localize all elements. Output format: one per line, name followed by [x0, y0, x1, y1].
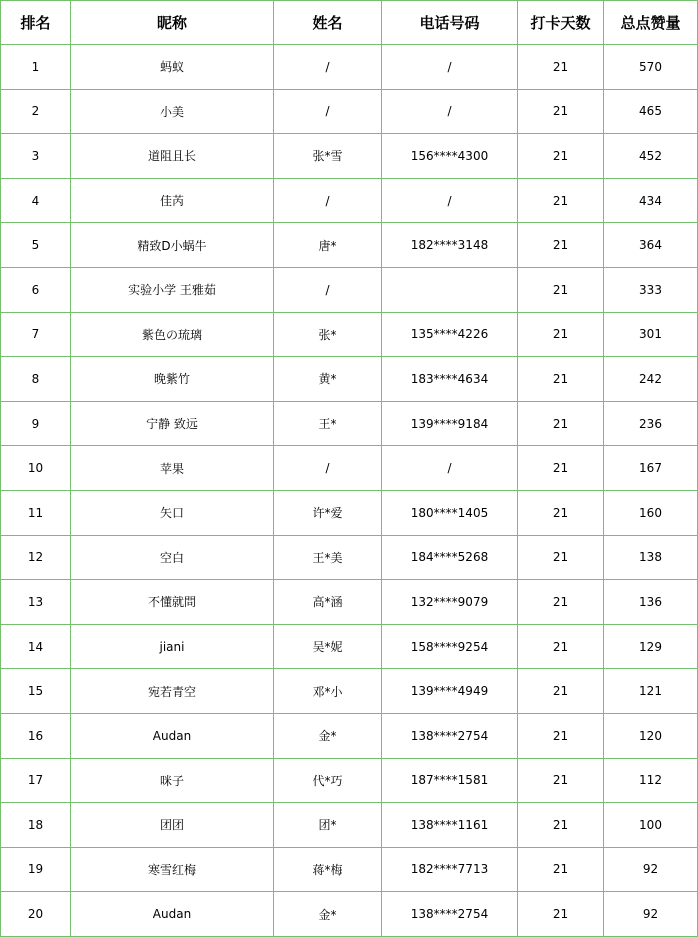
cell-likes: 301 — [604, 312, 698, 357]
cell-days: 21 — [518, 580, 604, 625]
cell-name: 团* — [274, 803, 382, 848]
header-name: 姓名 — [274, 1, 382, 45]
cell-likes: 100 — [604, 803, 698, 848]
cell-rank: 14 — [1, 624, 71, 669]
cell-name: 唐* — [274, 223, 382, 268]
table-row — [1, 713, 698, 758]
cell-name: 黄* — [274, 357, 382, 402]
cell-phone: 183****4634 — [382, 357, 518, 402]
cell-likes: 92 — [604, 892, 698, 937]
header-rank: 排名 — [1, 1, 71, 45]
cell-nickname: 寒雪红梅 — [71, 847, 274, 892]
cell-likes: 112 — [604, 758, 698, 803]
cell-rank: 15 — [1, 669, 71, 714]
table-row — [1, 624, 698, 669]
cell-rank: 7 — [1, 312, 71, 357]
table-row — [1, 490, 698, 535]
cell-phone: 156****4300 — [382, 134, 518, 179]
cell-rank: 19 — [1, 847, 71, 892]
cell-phone: / — [382, 446, 518, 491]
table-row — [1, 134, 698, 179]
cell-name: / — [274, 446, 382, 491]
cell-name: 吴*妮 — [274, 624, 382, 669]
cell-days: 21 — [518, 490, 604, 535]
table-row — [1, 446, 698, 491]
table-row — [1, 401, 698, 446]
cell-nickname: jiani — [71, 624, 274, 669]
cell-days: 21 — [518, 713, 604, 758]
table-row — [1, 178, 698, 223]
header-nickname: 昵称 — [71, 1, 274, 45]
cell-likes: 242 — [604, 357, 698, 402]
table-row — [1, 847, 698, 892]
cell-likes: 160 — [604, 490, 698, 535]
cell-rank: 20 — [1, 892, 71, 937]
cell-nickname: 蚂蚁 — [71, 45, 274, 90]
table-row — [1, 312, 698, 357]
table-row — [1, 669, 698, 714]
cell-nickname: 矢口 — [71, 490, 274, 535]
cell-phone: / — [382, 89, 518, 134]
cell-rank: 3 — [1, 134, 71, 179]
cell-phone: 132****9079 — [382, 580, 518, 625]
cell-likes: 138 — [604, 535, 698, 580]
cell-nickname: 晚紫竹 — [71, 357, 274, 402]
cell-phone: / — [382, 45, 518, 90]
cell-likes: 136 — [604, 580, 698, 625]
cell-nickname: 宁静 致远 — [71, 401, 274, 446]
cell-name: 王*美 — [274, 535, 382, 580]
cell-rank: 1 — [1, 45, 71, 90]
table-row — [1, 535, 698, 580]
cell-nickname: 不懂就問 — [71, 580, 274, 625]
cell-rank: 10 — [1, 446, 71, 491]
table-row — [1, 803, 698, 848]
cell-rank: 12 — [1, 535, 71, 580]
cell-phone: 138****1161 — [382, 803, 518, 848]
cell-nickname: 佳芮 — [71, 178, 274, 223]
cell-rank: 4 — [1, 178, 71, 223]
cell-days: 21 — [518, 758, 604, 803]
cell-rank: 9 — [1, 401, 71, 446]
cell-nickname: 紫色の琉璃 — [71, 312, 274, 357]
cell-days: 21 — [518, 178, 604, 223]
cell-phone: 182****3148 — [382, 223, 518, 268]
cell-nickname: 咪子 — [71, 758, 274, 803]
cell-rank: 13 — [1, 580, 71, 625]
cell-likes: 120 — [604, 713, 698, 758]
cell-rank: 17 — [1, 758, 71, 803]
cell-days: 21 — [518, 357, 604, 402]
table-row — [1, 357, 698, 402]
cell-days: 21 — [518, 401, 604, 446]
cell-likes: 333 — [604, 267, 698, 312]
cell-phone: 187****1581 — [382, 758, 518, 803]
header-likes: 总点赞量 — [604, 1, 698, 45]
cell-phone: / — [382, 178, 518, 223]
cell-likes: 434 — [604, 178, 698, 223]
cell-rank: 16 — [1, 713, 71, 758]
cell-name: 金* — [274, 713, 382, 758]
cell-nickname: 道阻且长 — [71, 134, 274, 179]
cell-rank: 11 — [1, 490, 71, 535]
cell-likes: 129 — [604, 624, 698, 669]
cell-name: 王* — [274, 401, 382, 446]
cell-name: 代*巧 — [274, 758, 382, 803]
cell-phone: 184****5268 — [382, 535, 518, 580]
cell-days: 21 — [518, 847, 604, 892]
cell-days: 21 — [518, 892, 604, 937]
cell-days: 21 — [518, 267, 604, 312]
cell-nickname: 精致D小蜗牛 — [71, 223, 274, 268]
cell-rank: 5 — [1, 223, 71, 268]
cell-name: 邓*小 — [274, 669, 382, 714]
cell-days: 21 — [518, 669, 604, 714]
cell-phone: 139****9184 — [382, 401, 518, 446]
cell-nickname: 空白 — [71, 535, 274, 580]
cell-days: 21 — [518, 45, 604, 90]
cell-name: / — [274, 45, 382, 90]
cell-name: / — [274, 178, 382, 223]
cell-days: 21 — [518, 312, 604, 357]
table-row — [1, 758, 698, 803]
table-row — [1, 892, 698, 937]
cell-nickname: 小美 — [71, 89, 274, 134]
cell-days: 21 — [518, 89, 604, 134]
cell-likes: 570 — [604, 45, 698, 90]
cell-nickname: 苹果 — [71, 446, 274, 491]
cell-name: 蒋*梅 — [274, 847, 382, 892]
cell-likes: 364 — [604, 223, 698, 268]
header-days: 打卡天数 — [518, 1, 604, 45]
cell-nickname: Audan — [71, 713, 274, 758]
cell-name: 张* — [274, 312, 382, 357]
cell-likes: 452 — [604, 134, 698, 179]
cell-days: 21 — [518, 446, 604, 491]
cell-phone: 135****4226 — [382, 312, 518, 357]
cell-days: 21 — [518, 535, 604, 580]
cell-phone: 139****4949 — [382, 669, 518, 714]
table-row — [1, 45, 698, 90]
cell-name: 许*爱 — [274, 490, 382, 535]
cell-likes: 236 — [604, 401, 698, 446]
table-row — [1, 267, 698, 312]
header-row — [1, 1, 698, 45]
cell-phone: 158****9254 — [382, 624, 518, 669]
cell-rank: 6 — [1, 267, 71, 312]
cell-nickname: Audan — [71, 892, 274, 937]
cell-phone — [382, 267, 518, 312]
cell-name: 高*涵 — [274, 580, 382, 625]
cell-likes: 92 — [604, 847, 698, 892]
cell-name: / — [274, 89, 382, 134]
cell-days: 21 — [518, 134, 604, 179]
cell-likes: 465 — [604, 89, 698, 134]
cell-rank: 18 — [1, 803, 71, 848]
cell-phone: 138****2754 — [382, 713, 518, 758]
cell-nickname: 宛若青空 — [71, 669, 274, 714]
cell-likes: 121 — [604, 669, 698, 714]
cell-days: 21 — [518, 624, 604, 669]
table-row — [1, 89, 698, 134]
cell-likes: 167 — [604, 446, 698, 491]
cell-phone: 138****2754 — [382, 892, 518, 937]
cell-name: 张*雪 — [274, 134, 382, 179]
cell-days: 21 — [518, 803, 604, 848]
cell-name: 金* — [274, 892, 382, 937]
cell-nickname: 团团 — [71, 803, 274, 848]
cell-rank: 8 — [1, 357, 71, 402]
table-row — [1, 223, 698, 268]
cell-nickname: 实验小学 王雅茹 — [71, 267, 274, 312]
table-row — [1, 580, 698, 625]
cell-phone: 180****1405 — [382, 490, 518, 535]
cell-name: / — [274, 267, 382, 312]
cell-days: 21 — [518, 223, 604, 268]
cell-rank: 2 — [1, 89, 71, 134]
header-phone: 电话号码 — [382, 1, 518, 45]
cell-phone: 182****7713 — [382, 847, 518, 892]
